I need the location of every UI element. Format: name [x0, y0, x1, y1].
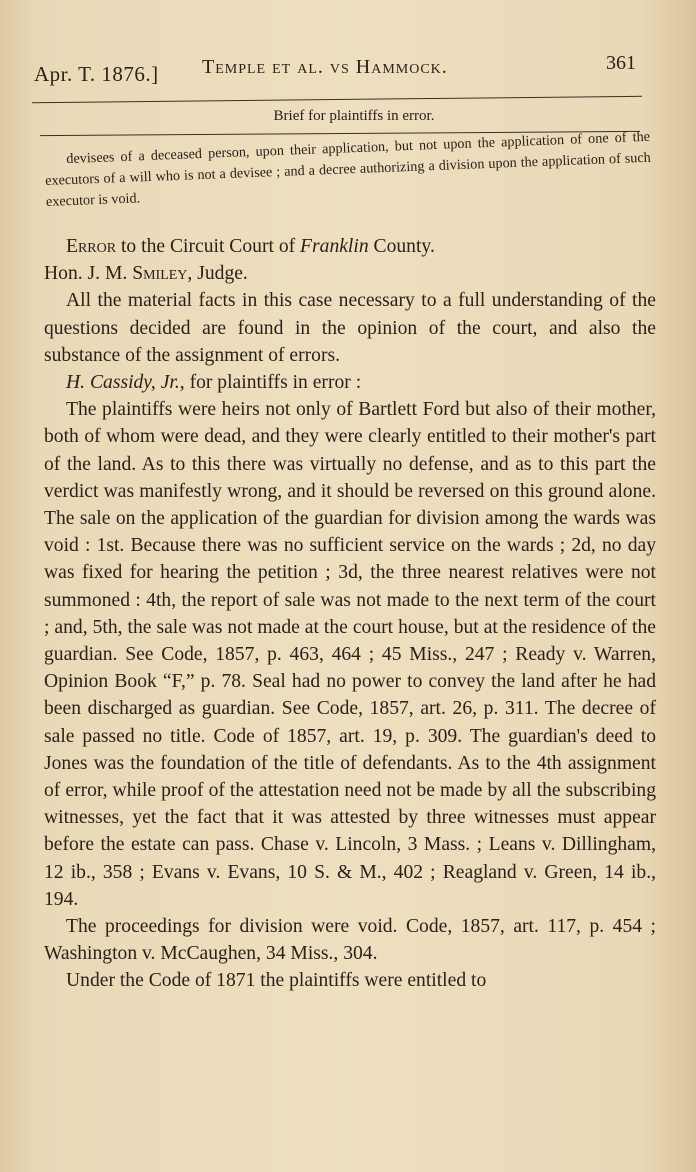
brief-subheading: Brief for plaintiffs in error. — [273, 108, 435, 124]
term-label: Apr. T. 1876.] — [34, 62, 159, 86]
case-intro-error — [44, 233, 656, 260]
counsel-name: H. Cassidy, Jr. — [66, 372, 180, 394]
judge-prefix: Hon. J. M. — [44, 263, 133, 285]
counsel-role: , for plaintiffs in error : — [179, 372, 362, 394]
facts-paragraph: All the material facts in this case necessary to a full understanding of the questions decided are found in the opinion of the court, and also the substance of the assignment of errors. — [44, 290, 656, 366]
error-word: Error — [66, 236, 117, 257]
code-1871-paragraph: Under the Code of 1871 the plaintiffs were entitled to — [66, 970, 487, 992]
page-number: 361 — [606, 52, 636, 74]
county-word: County. — [368, 236, 435, 257]
argument-paragraph: The plaintiffs were heirs not only of Bartlett Ford but also of their mother, both of whom were dead, and they were clearly entitled to their mother's part of the land. As to this there was virtually no defense, and as to this part the verdict was manifestly wrong, and it should be reversed on this ground alone. The sale on the application of the guardian for division among the wards was void : 1st. Because there was no sufficient service on the wards ; 2d, no day was fixed for hearing the petition ; 3d, the three nearest relatives were not summoned : 4th, the report of sale was not made to the next term of the court ; and, 5th, the sale was not made at the court house, but at the residence of the guardian. See Code, 1857, p. 463, 464 ; 45 Miss., 247 ; Ready v. Warren, Opinion Book “F,” p. 78. Seal had no power to convey the land after he had been discharged as guardian. See Code, 1857, art. 26, p. 311. The decree of sale passed no title. Code of 1857, art. 19, p. 309. The guardian's deed to Jones was the foundation of the title of defendants. As to the 4th assignment of error, while proof of the attestation need not be made by all the subscribing witnesses, yet the fact that it was attested by three witnesses must appear before the estate can pass. Chase v. Lincoln, 3 Mass. ; Leans v. Dillingham, 12 ib., 358 ; Evans v. Evans, 10 S. & M., 402 ; Reagland v. Green, 14 ib., 194. — [44, 399, 656, 910]
judge-suffix: , Judge. — [187, 263, 248, 285]
county-name: Franklin — [300, 236, 369, 257]
judge-name: Smiley — [132, 263, 188, 285]
error-text: to the Circuit Court of — [116, 236, 301, 257]
syllabus-text: devisees of a deceased person, upon their application, but not upon the application of one of the executors of a will who is not a devisee ; and a decree authorizing a division upon the application of such executor is void. — [44, 128, 652, 210]
brief-body — [44, 233, 656, 995]
proceedings-paragraph: The proceedings for division were void. Code, 1857, art. 117, p. 454 ; Washington v. McCaughen, 34 Miss., 304. — [44, 916, 656, 965]
counsel-line — [44, 369, 656, 396]
syllabus-block — [44, 127, 652, 213]
case-title: Temple et al. vs Hammock. — [202, 56, 448, 78]
header-rule — [32, 96, 642, 103]
case-intro-judge — [44, 260, 656, 287]
running-head — [34, 52, 636, 88]
